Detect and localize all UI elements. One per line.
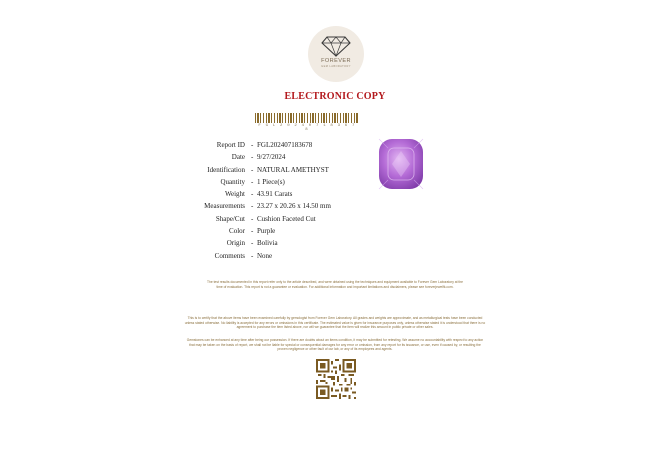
detail-value: FGL202407183678 [257,141,313,149]
detail-separator: - [251,165,254,174]
detail-value: Cushion Faceted Cut [257,214,316,223]
detail-label: Identification [207,165,245,174]
detail-separator: - [251,177,254,186]
detail-label: Shape/Cut [215,214,245,223]
detail-value: 9/27/2024 [257,153,286,162]
logo-brand-text: FOREVER [321,58,351,64]
detail-value: Bolivia [257,239,278,248]
disclaimer-test-results: The test results documented in this report refer only to the article described, and were obtained using the techniques and equipment available to Forever Gem Laboratory at the time of evaluation. This report is not a guarantee or evaluation. For additional information and important limitations and disclaimers, please see foreverjewelfk.com. [206,280,464,289]
diamond-icon [321,35,351,57]
detail-separator: - [251,214,254,223]
detail-label: Origin [226,239,245,248]
detail-label: Weight [224,190,245,199]
detail-label: Quantity [220,177,245,186]
detail-value: None [257,251,273,260]
detail-separator: - [251,227,254,236]
detail-label: Report ID [216,141,245,149]
detail-value: NATURAL AMETHYST [257,165,329,174]
detail-value: Purple [257,227,276,236]
logo-subtitle-text: GEM LABORATORY [321,65,351,68]
barcode-number: F G L 2 0 2 4 0 7 1 8 3 6 7 8 [258,124,356,132]
detail-separator: - [251,239,254,248]
detail-label: Color [229,227,245,236]
detail-value: 1 Piece(s) [257,177,285,186]
forever-gem-lab-logo [308,26,364,82]
detail-separator: - [251,251,254,260]
electronic-copy-title: ELECTRONIC COPY [284,91,386,102]
detail-separator: - [251,190,254,199]
detail-separator: - [251,202,254,211]
detail-label: Measurements [204,202,245,211]
detail-label: Date [231,153,245,162]
detail-separator: - [251,153,254,162]
detail-label: Comments [214,251,245,260]
detail-value: 43.91 Carats [257,190,293,199]
disclaimer-certification: This is to certify that the above items have been examined carefully by gemologist from Forever Gem Laboratory. All grades and weights are approximate, and as metallurgical tests have been conducted unless stated otherwise. No liability is accepted for any errors or omissions in this certificate. The estimated value is given for insurance purposes only, unless otherwise stated it is understood that there is no agreement to purchase the item listed above, nor will we guarantee that the item will realize this amount in public private or other sales. [184,316,486,330]
detail-separator: - [251,141,254,149]
gemstone-photo [377,137,425,196]
verification-qr-code[interactable] [316,359,356,399]
detail-value: 23.27 x 20.26 x 14.50 mm [257,202,331,211]
report-barcode [255,113,359,123]
disclaimer-liability: Gemstones can be enhanced at any time after being our possession. If there are doubts about an items condition, it may be submitted for retesting. We assume no accountability with respect to any action that may be taken on the basis of report, we shall not be liable for special or consequential damages for any error or omission, from any report for its issuance, or use, even if caused by, or resulting the proven negligence or other fault of our lab, or any of its employees and agents. [186,338,484,352]
